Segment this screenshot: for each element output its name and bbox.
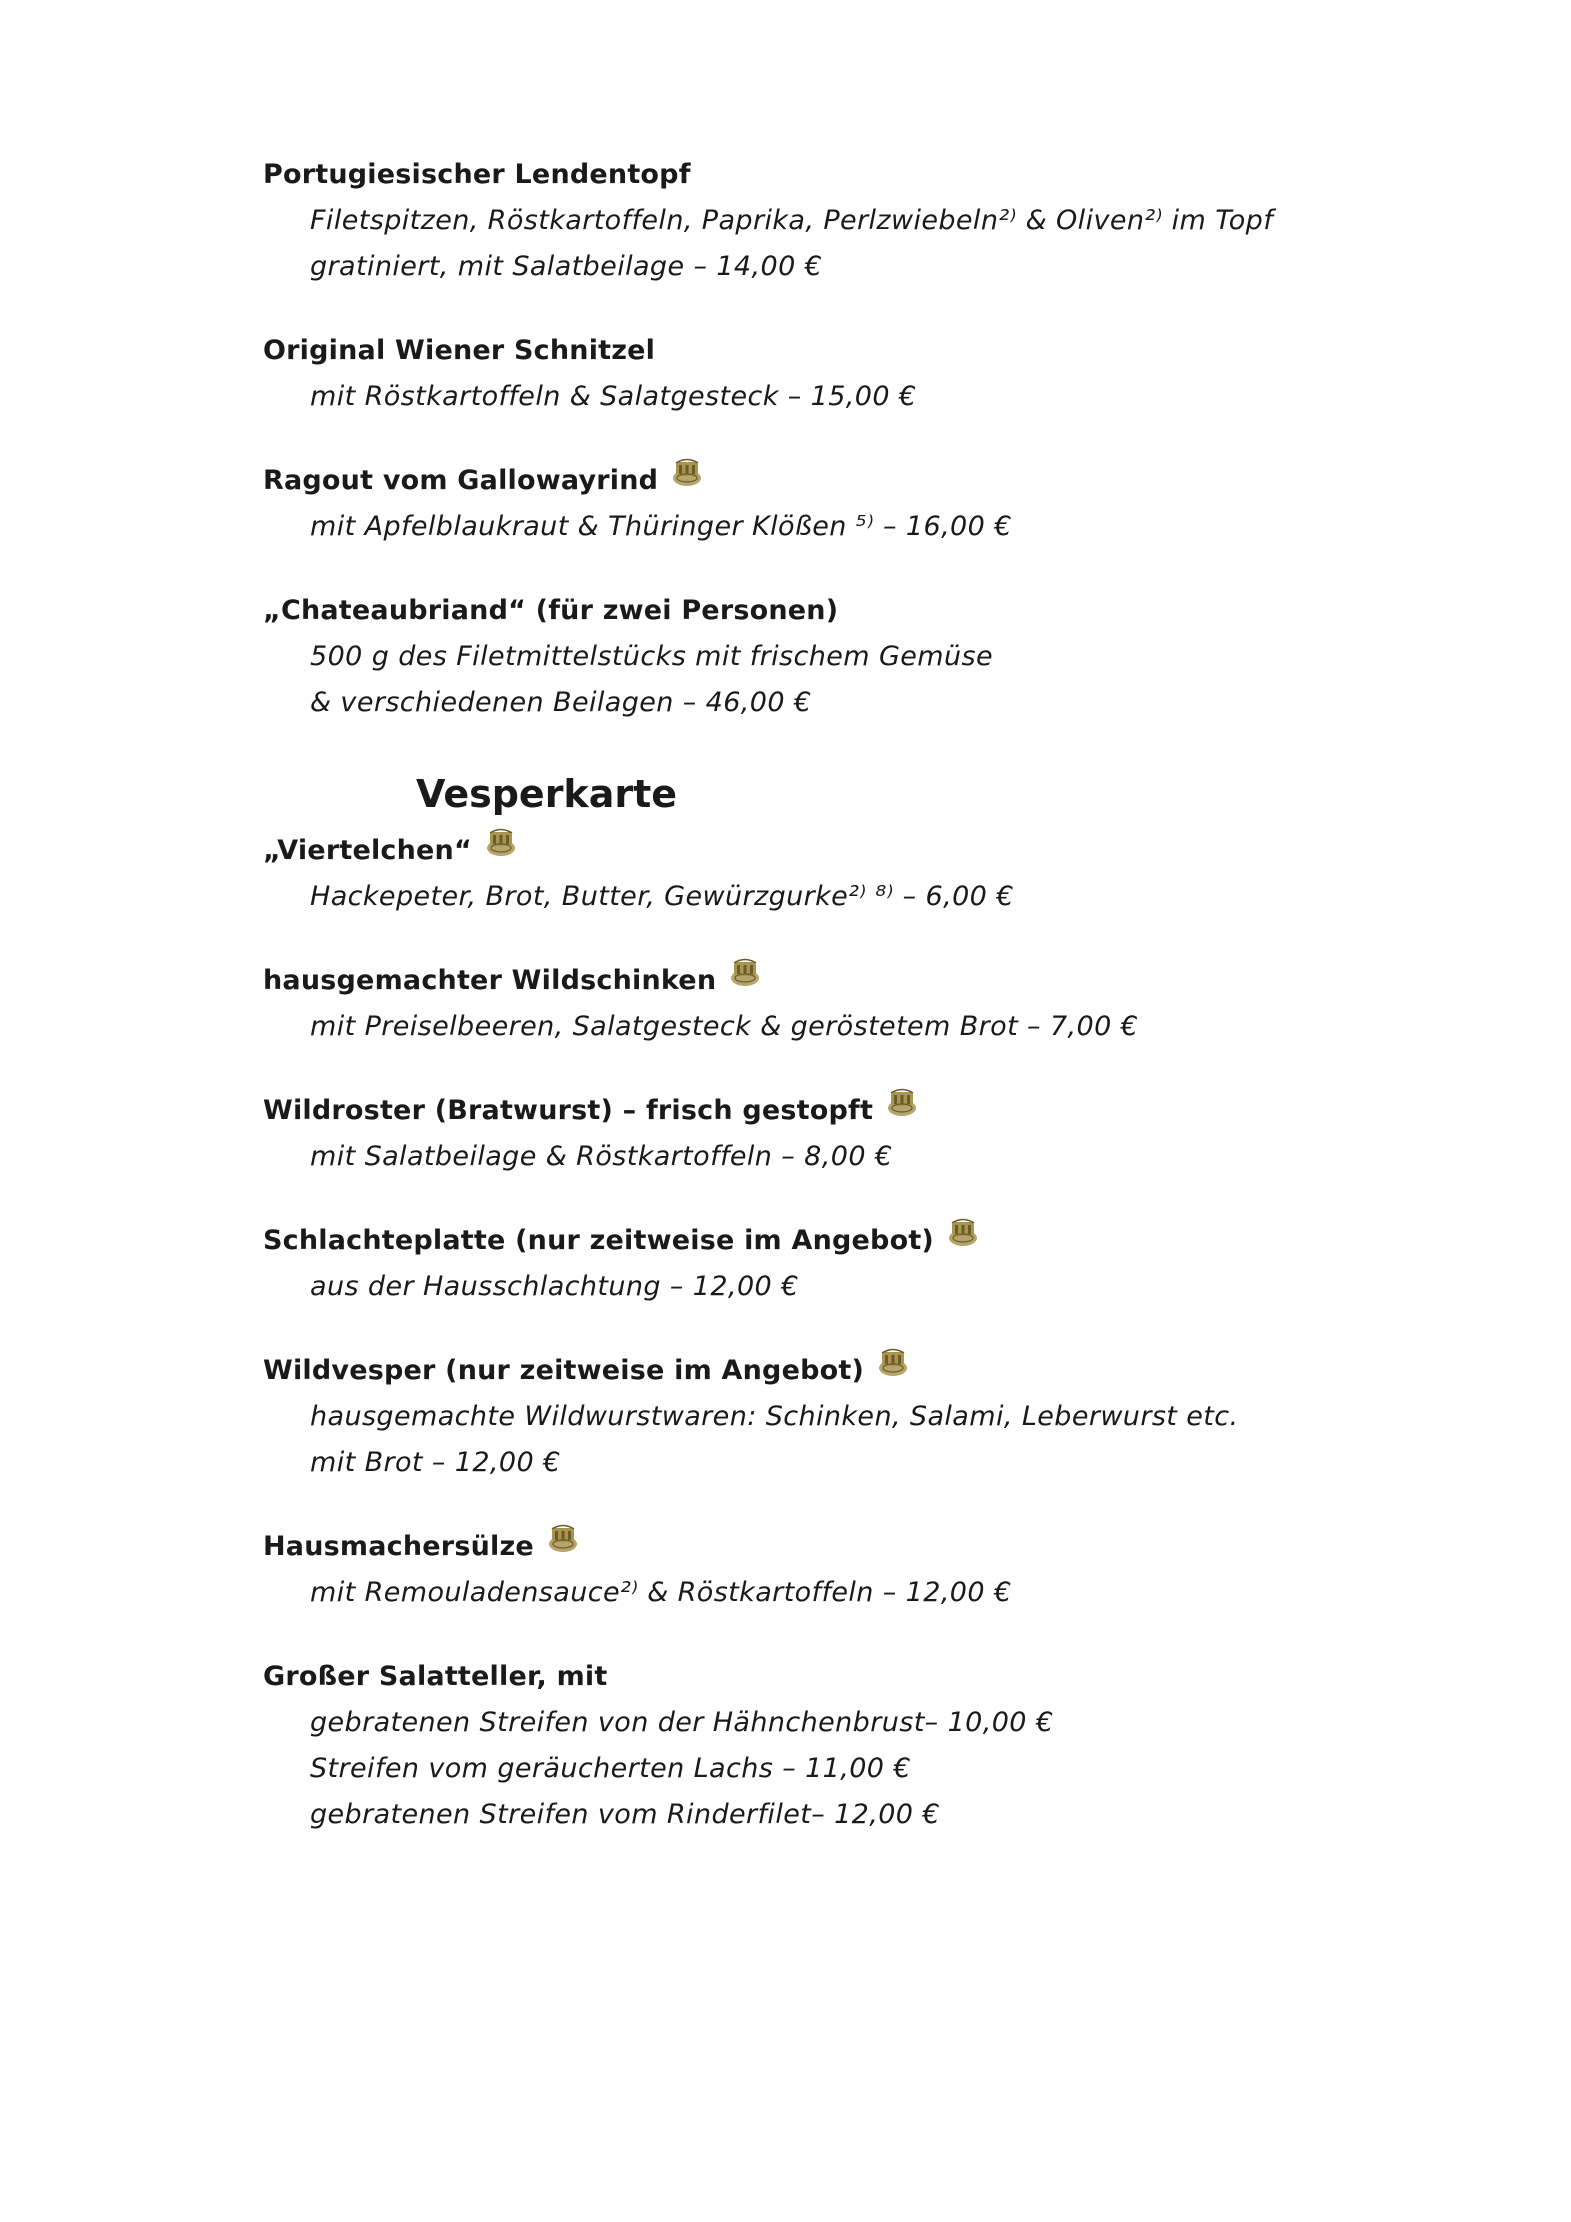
menu-item-description: mit Remouladensauce²⁾ & Röstkartoffeln – 12,00 € xyxy=(310,1577,1012,1608)
menu-item-title: hausgemachter Wildschinken xyxy=(263,965,717,996)
quality-seal-icon xyxy=(946,1214,980,1248)
menu-item-description: Filetspitzen, Röstkartoffeln, Paprika, Perlzwiebeln²⁾ & Oliven²⁾ im Topf xyxy=(310,205,1274,236)
menu-item xyxy=(263,1654,1363,1838)
menu-item-title-row xyxy=(263,828,1363,874)
menu-item-description: aus der Hausschlachtung – 12,00 € xyxy=(310,1271,799,1302)
menu-item-title-row xyxy=(263,1348,1363,1394)
menu-item-title: Wildvesper (nur zeitweise im Angebot) xyxy=(263,1355,865,1386)
menu-item-title-row xyxy=(263,1654,1363,1700)
menu-item-title-row xyxy=(263,458,1363,504)
menu-item-title: Ragout vom Gallowayrind xyxy=(263,465,659,496)
menu-item-description: 500 g des Filetmittelstücks mit frischem Gemüse xyxy=(310,641,993,672)
menu-item xyxy=(263,1524,1363,1616)
menu-item-title: Schlachteplatte (nur zeitweise im Angebot) xyxy=(263,1225,934,1256)
menu-item-description: hausgemachte Wildwurstwaren: Schinken, Salami, Leberwurst etc. xyxy=(310,1401,1239,1432)
quality-seal-icon xyxy=(670,454,704,488)
menu-item xyxy=(263,958,1363,1050)
menu-item xyxy=(263,828,1363,920)
menu-item-title-row xyxy=(263,1524,1363,1570)
quality-seal-icon xyxy=(876,1344,910,1378)
menu-item xyxy=(263,1348,1363,1486)
menu-content xyxy=(263,152,1363,1876)
menu-item-title: Original Wiener Schnitzel xyxy=(263,335,656,366)
quality-seal-icon xyxy=(484,824,518,858)
menu-item xyxy=(263,328,1363,420)
menu-item-description: mit Apfelblaukraut & Thüringer Klößen ⁵⁾ – 16,00 € xyxy=(310,511,1012,542)
menu-item-description: & verschiedenen Beilagen – 46,00 € xyxy=(310,687,812,718)
vesper-dishes-list xyxy=(263,828,1363,1838)
menu-item-description: gratiniert, mit Salatbeilage – 14,00 € xyxy=(310,251,823,282)
menu-item-title: „Viertelchen“ xyxy=(263,835,472,866)
menu-item xyxy=(263,152,1363,290)
menu-item xyxy=(263,1218,1363,1310)
section-heading-vesperkarte: Vesperkarte xyxy=(416,772,678,816)
menu-item-description: mit Salatbeilage & Röstkartoffeln – 8,00 € xyxy=(310,1141,893,1172)
menu-item-title-row xyxy=(263,328,1363,374)
menu-item-title-row xyxy=(263,152,1363,198)
menu-item-description: mit Röstkartoffeln & Salatgesteck – 15,00 € xyxy=(310,381,917,412)
menu-item-description: Hackepeter, Brot, Butter, Gewürzgurke²⁾ ⁸⁾ – 6,00 € xyxy=(310,881,1014,912)
menu-item-description: Streifen vom geräucherten Lachs – 11,00 € xyxy=(310,1753,911,1784)
menu-item xyxy=(263,588,1363,726)
menu-item-title-row xyxy=(263,588,1363,634)
main-dishes-list xyxy=(263,152,1363,726)
menu-item-title-row xyxy=(263,1218,1363,1264)
menu-item-description: mit Preiselbeeren, Salatgesteck & geröstetem Brot – 7,00 € xyxy=(310,1011,1139,1042)
menu-item-title: „Chateaubriand“ (für zwei Personen) xyxy=(263,595,839,626)
menu-item-description: gebratenen Streifen vom Rinderfilet– 12,00 € xyxy=(310,1799,940,1830)
quality-seal-icon xyxy=(546,1520,580,1554)
menu-item-title: Portugiesischer Lendentopf xyxy=(263,159,691,190)
menu-item xyxy=(263,458,1363,550)
menu-item-description: mit Brot – 12,00 € xyxy=(310,1447,561,1478)
menu-item-title-row xyxy=(263,958,1363,1004)
menu-item-title: Großer Salatteller, mit xyxy=(263,1661,608,1692)
quality-seal-icon xyxy=(885,1084,919,1118)
menu-item-title: Hausmachersülze xyxy=(263,1531,534,1562)
menu-item-description: gebratenen Streifen von der Hähnchenbrust– 10,00 € xyxy=(310,1707,1054,1738)
menu-item-title: Wildroster (Bratwurst) – frisch gestopft xyxy=(263,1095,874,1126)
menu-item-title-row xyxy=(263,1088,1363,1134)
menu-item xyxy=(263,1088,1363,1180)
quality-seal-icon xyxy=(728,954,762,988)
